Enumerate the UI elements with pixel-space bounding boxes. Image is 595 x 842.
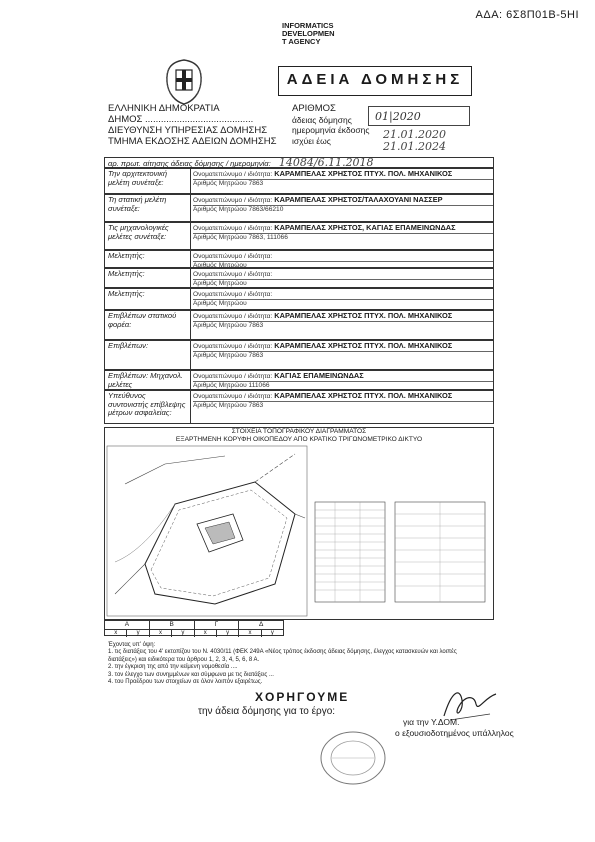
row-supervisor: Επιβλέπων: Ονοματεπώνυμο / ιδιότητα: ΚΑΡΑΜΠΕΛΑΣ ΧΡΗΣΤΟΣ ΠΤΥΧ. ΠΟΛ. ΜΗΧΑΝΙΚΟΣ Αριθμός Μητρώου 7863 [104,340,494,370]
document-title: ΑΔΕΙΑ ΔΟΜΗΣΗΣ [286,71,464,88]
row-structural: Τη στατική μελέτη συνέταξε: Ονοματεπώνυμο / ιδιότητα: ΚΑΡΑΜΠΕΛΑΣ ΧΡΗΣΤΟΣ/ΤΑΛΑΧΟΥΑΝΙ ΝΑΣΣΕΡ Αριθμός Μητρώου 7863/66210 [104,194,494,222]
row-designer-1: Μελετητής: Ονοματεπώνυμο / ιδιότητα: Αριθμός Μητρώου [104,250,494,268]
signoff: για την Υ.ΔΟΜ. ο εξουσιοδοτημένος υπάλληλος [395,717,514,738]
row-supervisor-structure: Επιβλέπων στατικού φορέα: Ονοματεπώνυμο / ιδιότητα: ΚΑΡΑΜΠΕΛΑΣ ΧΡΗΣΤΟΣ ΠΤΥΧ. ΠΟΛ. ΜΗΧΑΝΙΚΟΣ Αριθμός Μητρώου 7863 [104,310,494,340]
row-designer-3: Μελετητής: Ονοματεπώνυμο / ιδιότητα: Αριθμός Μητρώου [104,288,494,310]
title-box [278,66,472,96]
grant-heading: ΧΟΡΗΓΟΥΜΕ [255,690,350,704]
row-designer-2: Μελετητής: Ονοματεπώνυμο / ιδιότητα: Αριθμός Μητρώου [104,268,494,288]
official-stamp-icon [318,728,388,788]
permit-number-box: 01|2020 [368,106,470,126]
left-header: ΕΛΛΗΝΙΚΗ ΔΗΜΟΚΡΑΤΙΑ ΔΗΜΟΣ ......................................... ΔΙΕΥΘΥΝΣΗ ΥΠΗΡΕΣΙΑΣ ΔΟΜΗΣΗΣ ΤΜΗΜΑ ΕΚΔΟΣΗΣ ΑΔΕΙΩΝ ΔΟΜΗΣΗΣ [108,103,277,147]
ada-number: ΑΔΑ: 6Σ8Π01Β-5ΗΙ [475,9,579,21]
footnotes: Έχοντας υπ' όψη: 1. τις διατάξεις του 4' εκτοπίζου του Ν. 4030/11 (ΦΕΚ 249Α «Νέος τρόπος έκδοσης άδειας δόμησης, έλεγχος κατασκευών και λοιπές διατάξεις») και ειδικότερα του άρθρου 1, 2, 3, 4, 5, 6, 8 Α. 2. την έγκριση της από την κείμενη νομοθεσία .... 3. τον έλεγχο των συνημμένων και σύμφωνα με τις διατάξεις ... 4. του Προέδρου των στοιχείων σε όλον λοιπόν εξαιρέτως. [108,642,457,686]
row-mechanical: Τις μηχανολογικές μελέτες συνέταξε: Ονοματεπώνυμο / ιδιότητα: ΚΑΡΑΜΠΕΛΑΣ ΧΡΗΣΤΟΣ, ΚΑΓΙΑΣ ΕΠΑΜΕΙΝΩΝΔΑΣ Αριθμός Μητρώου 7863, 111066 [104,222,494,250]
row-safety-coordinator: Υπεύθυνος συντονιστής επίβλεψης μέτρων ασφαλείας: Ονοματεπώνυμο / ιδιότητα: ΚΑΡΑΜΠΕΛΑΣ ΧΡΗΣΤΟΣ ΠΤΥΧ. ΠΟΛ. ΜΗΧΑΝΙΚΟΣ Αριθμός Μητρώου 7863 [104,390,494,424]
issue-date: 21.01.2020 [383,128,446,141]
row-architect: Την αρχιτεκτονική μελέτη συνέταξε: Ονοματεπώνυμο / ιδιότητα: ΚΑΡΑΜΠΕΛΑΣ ΧΡΗΣΤΟΣ ΠΤΥΧ. ΠΟΛ. ΜΗΧΑΝΙΚΟΣ Αριθμός Μητρώου 7863 [104,168,494,194]
greek-emblem-icon [162,58,206,106]
site-plan-drawing [105,444,493,620]
right-header: ΑΡΙΘΜΟΣ άδειας δόμησης ημερομηνία έκδοσης ισχύει έως [292,103,370,146]
agency-name: INFORMATICS DEVELOPMEN T AGENCY [282,21,335,46]
grant-subheading: την άδεια δόμησης για το έργο: [198,706,336,717]
topographic-drawing-box: ΣΤΟΙΧΕΙΑ ΤΟΠΟΓΡΑΦΙΚΟΥ ΔΙΑΓΡΑΜΜΑΤΟΣ ΕΞΑΡΤΗΜΕΝΗ ΚΟΡΥΦΗ ΟΙΚΟΠΕΔΟΥ ΑΠΟ ΚΡΑΤΙΚΟ ΤΡΙΓΩΝΟΜΕΤΡΙΚΟ ΔΙΚΤΥΟ [104,427,494,620]
protocol-row: αρ. πρωτ. αίτησης άδειας δόμησης / ημερομηνία: 14084/6.11.2018 [104,157,494,168]
coordinates-table: Α Β Γ Δ x y x y x y x y [104,620,284,636]
valid-date: 21.01.2024 [383,140,446,153]
row-supervisor-mechanical: Επιβλέπων: Μηχανολ. μελέτες Ονοματεπώνυμο / ιδιότητα: ΚΑΓΙΑΣ ΕΠΑΜΕΙΝΩΝΔΑΣ Αριθμός Μητρώου 111066 [104,370,494,390]
